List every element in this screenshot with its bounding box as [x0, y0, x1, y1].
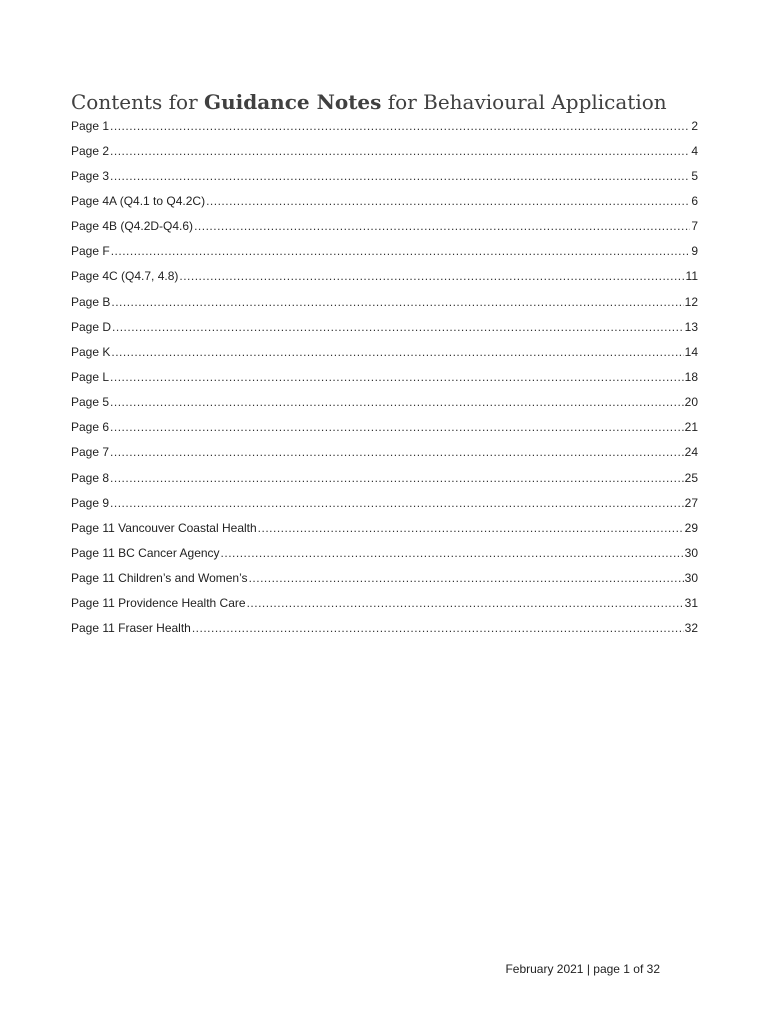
toc-entry-label: Page B	[71, 294, 111, 309]
toc-entry-page: 21	[684, 420, 698, 435]
toc-leader-dots	[192, 621, 684, 635]
toc-entry[interactable]	[71, 490, 698, 515]
toc-entry[interactable]	[71, 591, 698, 616]
toc-entry-label: Page 1	[71, 118, 110, 133]
page-footer: February 2021 | page 1 of 32	[505, 962, 660, 976]
toc-entry[interactable]	[71, 540, 698, 565]
toc-entry-page: 9	[691, 244, 698, 259]
toc-entry[interactable]	[71, 188, 698, 213]
toc-leader-dots	[221, 546, 684, 560]
toc-entry-label: Page L	[71, 369, 110, 384]
toc-entry-label: Page 11 Fraser Health	[71, 621, 191, 636]
toc-entry-page: 13	[684, 319, 698, 334]
toc-leader-dots	[111, 295, 683, 309]
toc-entry-label: Page F	[71, 244, 110, 259]
toc-entry[interactable]	[71, 566, 698, 591]
toc-entry-page: 14	[684, 344, 698, 359]
toc-entry[interactable]	[71, 339, 698, 364]
toc-leader-dots	[111, 345, 683, 359]
toc-entry-label: Page 3	[71, 168, 110, 183]
toc-entry-page: 12	[684, 294, 698, 309]
toc-entry-page: 5	[691, 168, 698, 183]
title-suffix: for Behavioural Application	[381, 90, 667, 114]
toc-entry-label: Page 11 Providence Health Care	[71, 596, 246, 611]
toc-entry-label: Page 4A (Q4.1 to Q4.2C)	[71, 193, 206, 208]
toc-entry-label: Page 8	[71, 470, 110, 485]
toc-leader-dots	[249, 571, 684, 585]
toc-entry-page: 7	[691, 219, 698, 234]
toc-entry-page: 32	[684, 621, 698, 636]
toc-leader-dots	[194, 219, 690, 233]
toc-entry-page: 30	[684, 571, 698, 586]
toc-leader-dots	[111, 244, 691, 258]
toc-leader-dots	[247, 596, 684, 610]
toc-entry-page: 24	[684, 445, 698, 460]
toc-leader-dots	[110, 445, 684, 459]
toc-entry-label: Page 5	[71, 395, 110, 410]
toc-leader-dots	[110, 144, 690, 158]
toc-entry[interactable]	[71, 515, 698, 540]
toc-entry[interactable]	[71, 390, 698, 415]
toc-entry[interactable]	[71, 138, 698, 163]
toc-leader-dots	[110, 370, 684, 384]
toc-entry-label: Page 9	[71, 495, 110, 510]
toc-leader-dots	[110, 395, 684, 409]
toc-entry[interactable]	[71, 415, 698, 440]
toc-leader-dots	[110, 420, 684, 434]
toc-leader-dots	[110, 471, 684, 485]
toc-entry-label: Page 7	[71, 445, 110, 460]
toc-entry-page: 11	[685, 269, 698, 284]
title-bold: Guidance Notes	[204, 90, 382, 114]
toc-leader-dots	[110, 169, 690, 183]
toc-entry-page: 31	[684, 596, 698, 611]
toc-leader-dots	[206, 194, 690, 208]
toc-leader-dots	[110, 119, 690, 133]
toc-entry-label: Page 2	[71, 143, 110, 158]
toc-entry-page: 29	[684, 520, 698, 535]
title-prefix: Contents for	[71, 90, 204, 114]
toc-entry[interactable]	[71, 113, 698, 138]
toc-leader-dots	[258, 521, 684, 535]
toc-entry-label: Page 4C (Q4.7, 4.8)	[71, 269, 179, 284]
toc-entry-label: Page 11 Children’s and Women’s	[71, 571, 248, 586]
toc-entry-label: Page K	[71, 344, 111, 359]
toc-entry-page: 27	[684, 495, 698, 510]
toc-entry-label: Page 4B (Q4.2D-Q4.6)	[71, 219, 194, 234]
toc-entry[interactable]	[71, 239, 698, 264]
toc-entry-label: Page D	[71, 319, 112, 334]
toc-entry[interactable]	[71, 264, 698, 289]
toc-entry[interactable]	[71, 465, 698, 490]
toc-entry-label: Page 11 BC Cancer Agency	[71, 545, 220, 560]
toc-entry-page: 30	[684, 545, 698, 560]
toc-entry[interactable]	[71, 163, 698, 188]
toc-entry-page: 2	[691, 118, 698, 133]
toc-entry[interactable]	[71, 616, 698, 641]
toc-entry-label: Page 6	[71, 420, 110, 435]
toc-entry-page: 20	[684, 395, 698, 410]
toc-leader-dots	[112, 320, 684, 334]
toc-entry-page: 25	[684, 470, 698, 485]
toc-entry[interactable]	[71, 289, 698, 314]
toc-entry[interactable]	[71, 440, 698, 465]
toc-entry[interactable]	[71, 364, 698, 389]
toc-entry[interactable]	[71, 214, 698, 239]
table-of-contents	[71, 113, 698, 641]
toc-entry-page: 18	[684, 369, 698, 384]
toc-leader-dots	[179, 269, 684, 283]
toc-entry[interactable]	[71, 314, 698, 339]
toc-entry-label: Page 11 Vancouver Coastal Health	[71, 520, 257, 535]
toc-leader-dots	[110, 496, 684, 510]
toc-entry-page: 6	[691, 193, 698, 208]
toc-entry-page: 4	[691, 143, 698, 158]
page-title	[71, 88, 667, 116]
